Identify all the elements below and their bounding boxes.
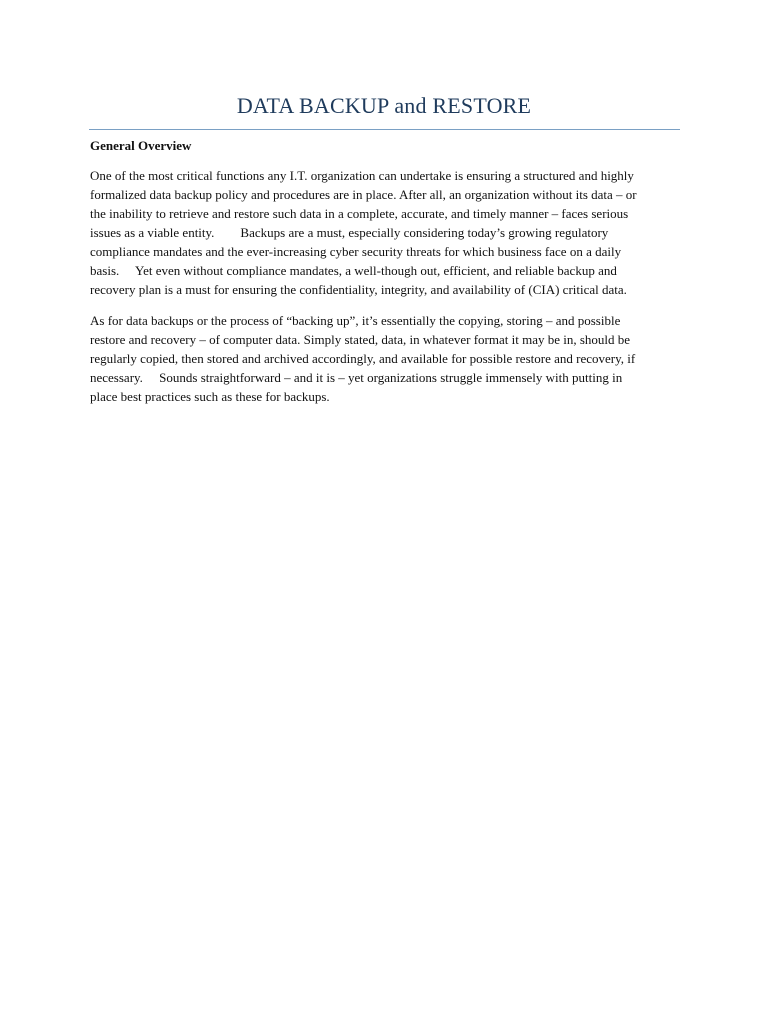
paragraph-line: As for data backups or the process of “backing up”, it’s essentially the copying, storing – and possible <box>90 313 621 328</box>
paragraph-2 <box>90 311 690 406</box>
paragraph-line: necessary. Sounds straightforward – and it is – yet organizations struggle immensely with putting in <box>90 370 623 385</box>
paragraph-line: the inability to retrieve and restore such data in a complete, accurate, and timely manner – faces serious <box>90 206 629 221</box>
paragraph-line: basis. Yet even without compliance mandates, a well-though out, efficient, and reliable backup and <box>90 263 617 278</box>
paragraph-line: place best practices such as these for backups. <box>90 389 330 404</box>
paragraph-line: recovery plan is a must for ensuring the confidentiality, integrity, and availability of (CIA) critical data. <box>90 282 627 297</box>
paragraph-line: restore and recovery – of computer data. Simply stated, data, in whatever format it may be in, should be <box>90 332 631 347</box>
paragraph-line: formalized data backup policy and procedures are in place. After all, an organization without its data – or <box>90 187 637 202</box>
paragraph-line: compliance mandates and the ever-increasing cyber security threats for which business face on a daily <box>90 244 622 259</box>
paragraph-1 <box>90 166 690 299</box>
title-underline-rule <box>89 129 680 130</box>
paragraph-line: regularly copied, then stored and archived accordingly, and available for possible restore and recovery, if <box>90 351 636 366</box>
document-title: DATA BACKUP and RESTORE <box>236 93 532 118</box>
section-heading: General Overview <box>90 138 192 153</box>
paragraph-line: issues as a viable entity. Backups are a must, especially considering today’s growing regulatory <box>90 225 609 240</box>
paragraph-line: One of the most critical functions any I.T. organization can undertake is ensuring a structured and highly <box>90 168 634 183</box>
